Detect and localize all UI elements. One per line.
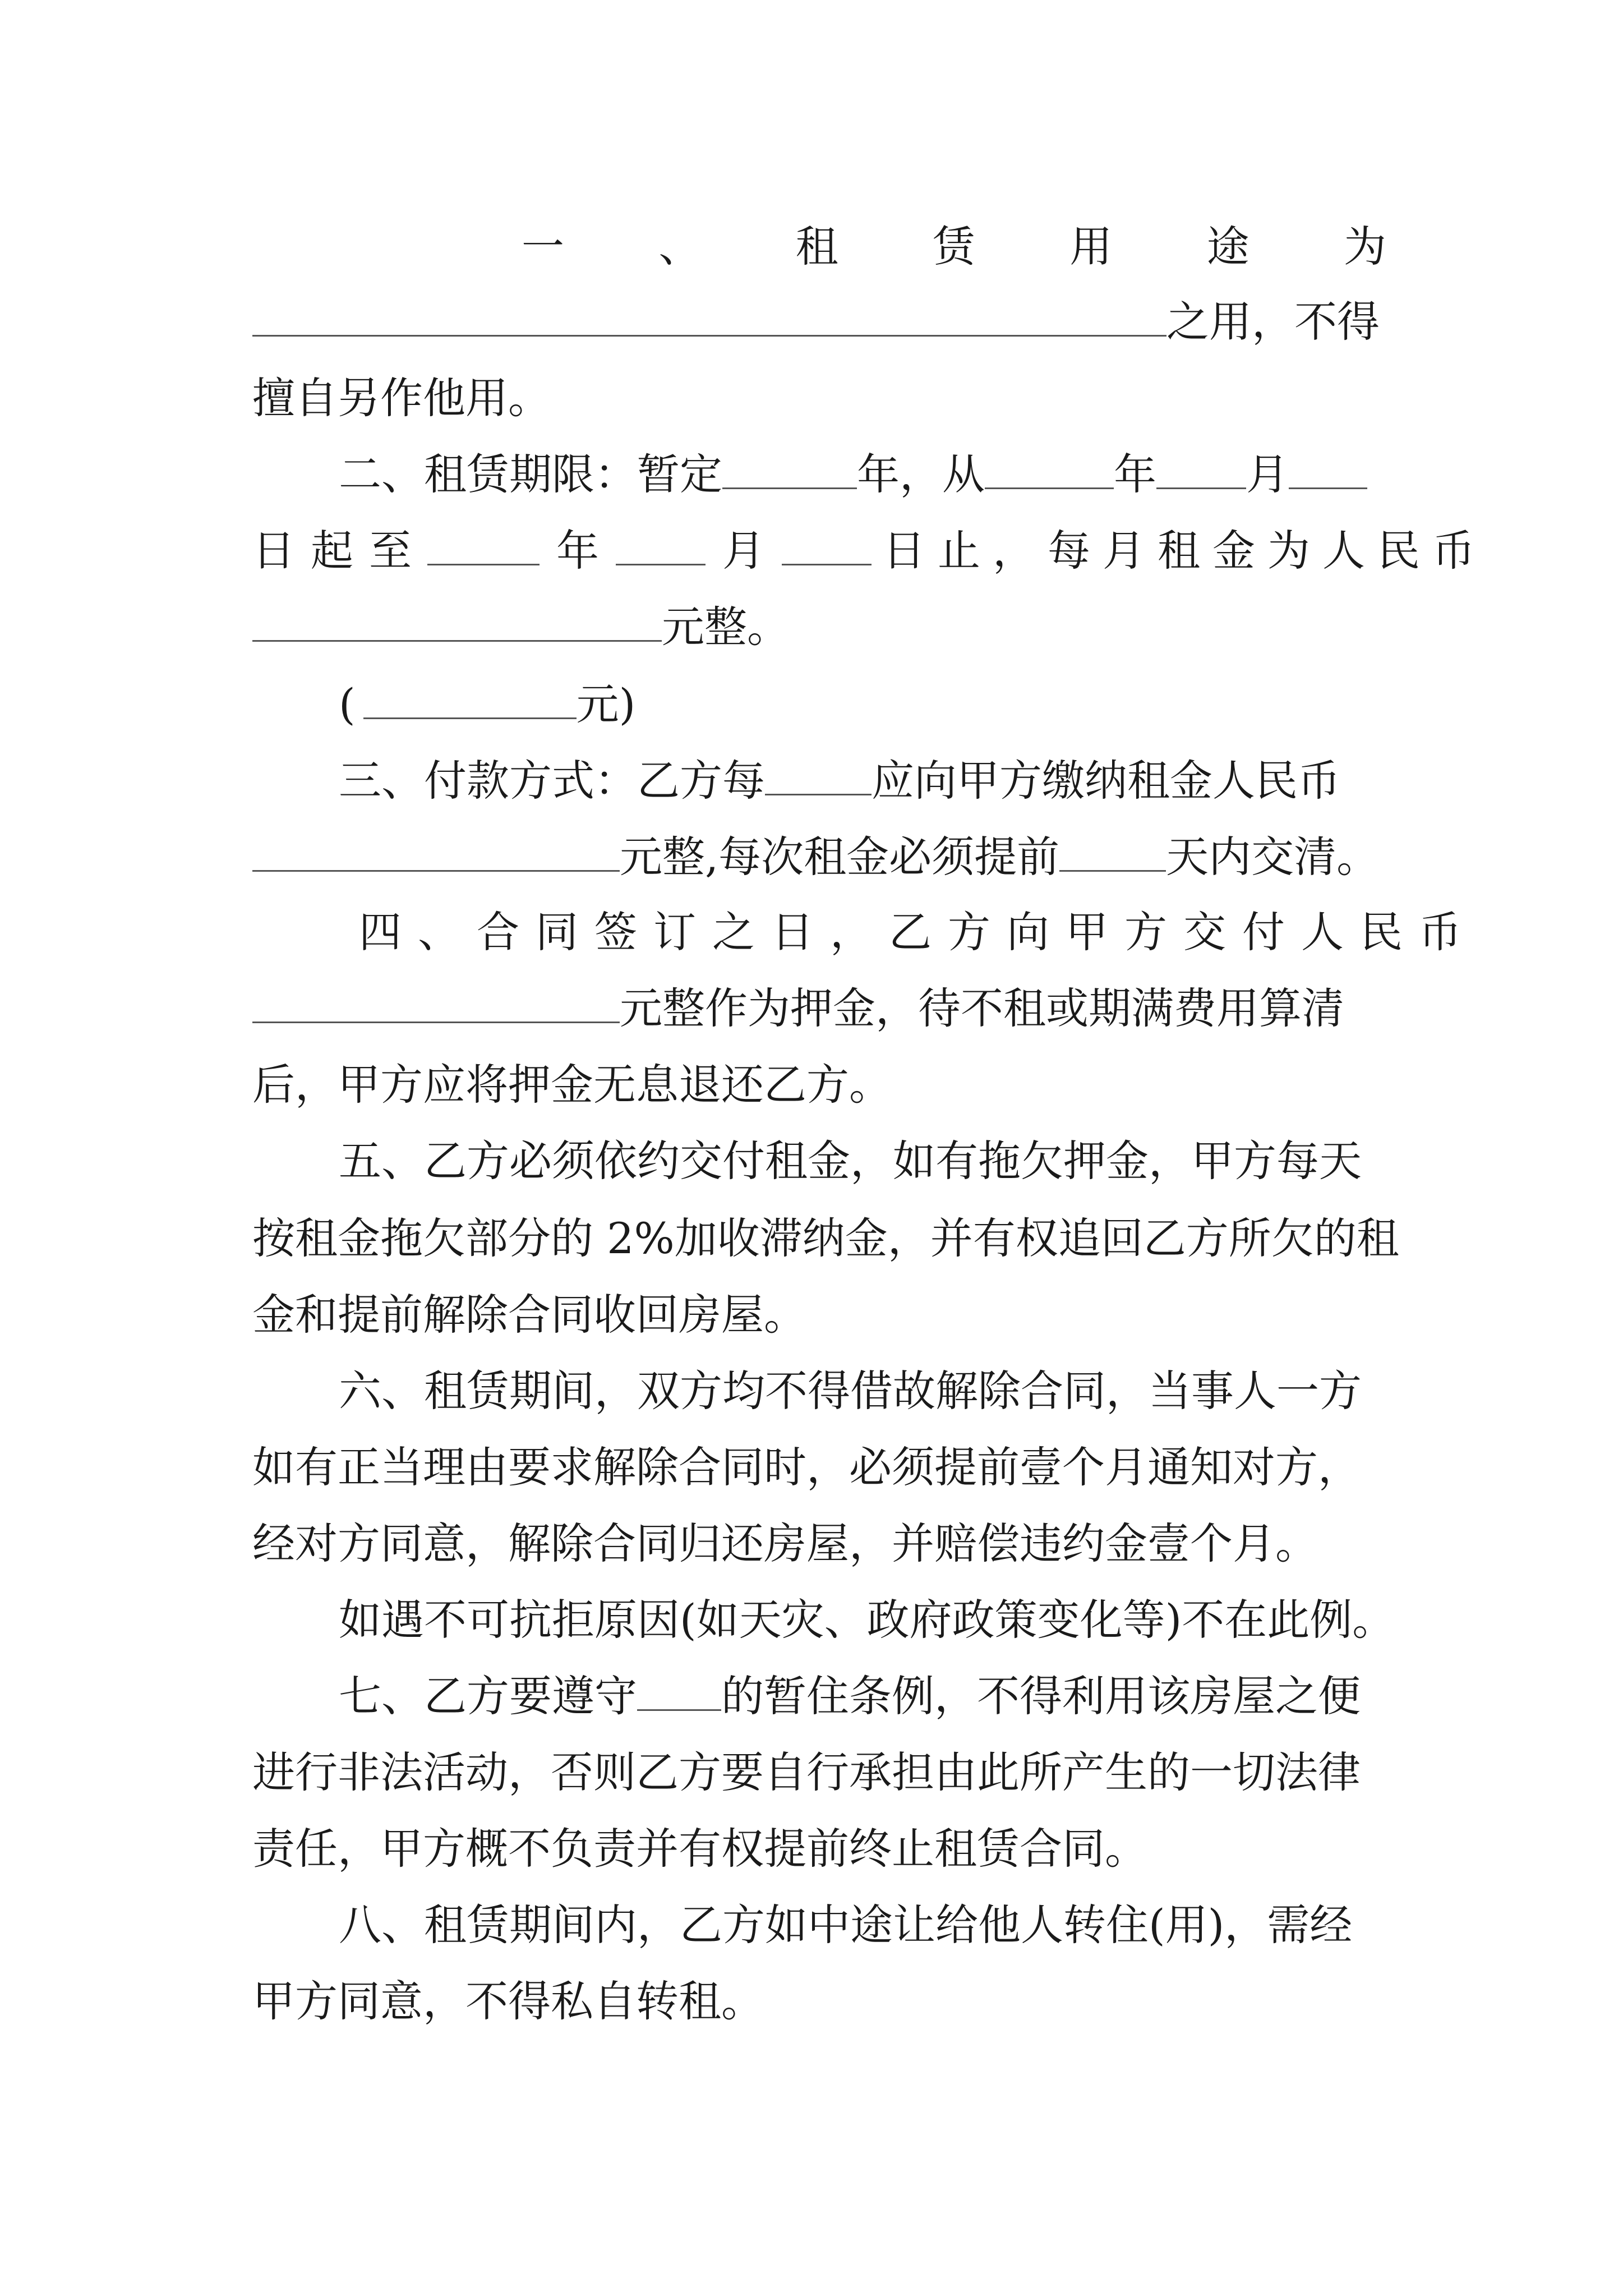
clause-4-line-1: 四、合同签订之日，乙方向甲方交付人民币 bbox=[359, 907, 1478, 957]
clause-2-line-2: 日起至 年 月 日止，每月租金为人民币 bbox=[252, 526, 1487, 576]
blank-monthly-rent-words[interactable] bbox=[252, 601, 662, 642]
clause-1-title bbox=[522, 220, 1386, 274]
clause-1-line-2: 之用，不得 bbox=[252, 295, 1386, 349]
clause-2-line-4: ( 元) bbox=[339, 679, 636, 729]
clause-1-char: 为 bbox=[1343, 222, 1386, 272]
clause-1-char: 用 bbox=[1069, 222, 1113, 272]
clause-8-line-2: 甲方同意，不得私自转租。 bbox=[252, 1976, 764, 2026]
clause-6-line-4: 如遇不可抗拒原因(如天灾、政府政策变化等)不在此例。 bbox=[339, 1595, 1395, 1645]
clause-1-char: 租 bbox=[795, 222, 838, 272]
blank-start-day[interactable] bbox=[1289, 448, 1367, 489]
clause-5-line-3: 金和提前解除合同收回房屋。 bbox=[252, 1290, 806, 1340]
clause-1-char: 一 bbox=[522, 222, 564, 272]
blank-payment-amount[interactable] bbox=[252, 831, 620, 872]
clause-4-line-3: 后，甲方应将押金无息退还乙方。 bbox=[252, 1060, 892, 1110]
blank-end-month[interactable] bbox=[616, 524, 706, 565]
clause-8-line-1: 八、租赁期间内，乙方如中途让给他人转住(用)，需经 bbox=[339, 1900, 1353, 1950]
blank-deposit-amount[interactable] bbox=[252, 982, 620, 1023]
clause-1-char: 途 bbox=[1206, 222, 1249, 272]
blank-advance-days[interactable] bbox=[1059, 831, 1166, 872]
clause-6-line-2: 如有正当理由要求解除合同时，必须提前壹个月通知对方， bbox=[252, 1442, 1361, 1492]
clause-7-line-1: 七、乙方要遵守 的暂住条例，不得利用该房屋之便 bbox=[339, 1671, 1361, 1721]
clause-2-line-3: 元整。 bbox=[252, 600, 1386, 654]
clause-1-char: 赁 bbox=[932, 222, 975, 272]
blank-end-year[interactable] bbox=[427, 524, 540, 565]
clause-1-line-3: 擅自另作他用。 bbox=[252, 373, 551, 423]
blank-start-year[interactable] bbox=[985, 448, 1114, 489]
blank-term-years[interactable] bbox=[722, 448, 857, 489]
blank-end-day[interactable] bbox=[782, 524, 872, 565]
blank-payment-period[interactable] bbox=[765, 754, 872, 795]
clause-3-line-2: 元整,每次租金必须提前 天内交清。 bbox=[252, 830, 1386, 884]
clause-4-line-2: 元整作为押金，待不租或期满费用算清 bbox=[252, 982, 1386, 1036]
clause-6-line-3: 经对方同意，解除合同归还房屋，并赔偿违约金壹个月。 bbox=[252, 1519, 1318, 1568]
clause-1-char: 、 bbox=[658, 222, 702, 272]
clause-2-line-1: 二、租赁期限：暂定 年，从 年 月 bbox=[339, 448, 1386, 501]
clause-3-line-1: 三、付款方式：乙方每 应向甲方缴纳租金人民币 bbox=[339, 756, 1340, 806]
blank-usage[interactable] bbox=[252, 296, 1166, 337]
blank-start-month[interactable] bbox=[1156, 448, 1246, 489]
clause-5-line-1: 五、乙方必须依约交付租金，如有拖欠押金，甲方每天 bbox=[339, 1136, 1362, 1186]
clause-5-line-2: 按租金拖欠部分的 2%加收滞纳金，并有权追回乙方所欠的租 bbox=[252, 1213, 1399, 1263]
clause-7-line-2: 进行非法活动，否则乙方要自行承担由此所产生的一切法律 bbox=[252, 1747, 1361, 1797]
blank-regulation-place[interactable] bbox=[637, 1670, 721, 1711]
clause-7-line-3: 责任，甲方概不负责并有权提前终止租赁合同。 bbox=[252, 1824, 1147, 1874]
clause-6-line-1: 六、租赁期间，双方均不得借故解除合同，当事人一方 bbox=[339, 1366, 1362, 1416]
blank-monthly-rent-number[interactable] bbox=[363, 678, 577, 719]
